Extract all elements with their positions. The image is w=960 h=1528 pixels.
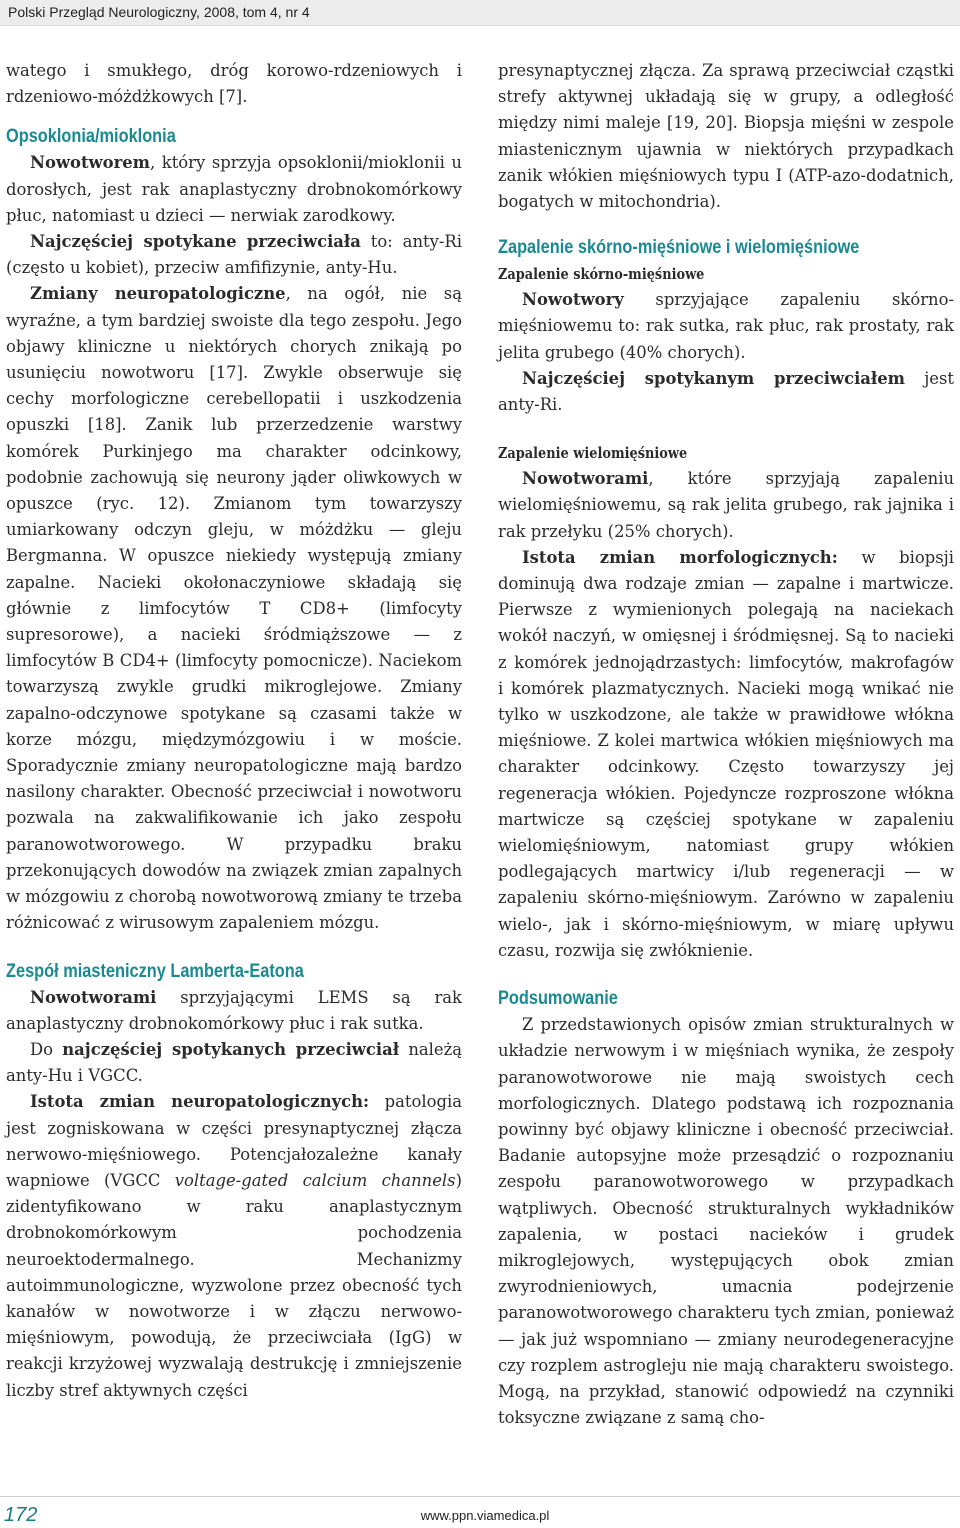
paragraph: Nowotworami sprzyjającymi LEMS są rak anaplastyczny drobnokomórkowy płuc i rak sutka. (6, 987, 462, 1033)
continued-paragraph: watego i smukłego, dróg korowo-rdzeniowych i rdzeniowo-móżdżkowych [7]. (6, 61, 462, 107)
paragraph: Nowotworem, który sprzyja opsoklonii/mioklonii u dorosłych, jest rak anaplastyczny drobnokomórkowy płuc, natomiast u dzieci — nerwiak zarodkowy. (6, 153, 462, 225)
paragraph: Zmiany neuropatologiczne, na ogół, nie są wyraźne, a tym bardziej swoiste dla tego zespołu. Jego objawy kliniczne u niektórych chorych znikają po usunięciu nowotworu [17]. Zwykle obserwuje się cechy morfologiczne cerebellopatii i uszkodzenia opuszki [18]. Zanik lub przerzedzenie warstwy komórek Purkinjego ma charakter odcinkowy, podobnie zachowują się neurony jąder oliwkowych w opuszce (ryc. 12). Zmianom tym towarzyszy umiarkowany odczyn gleju, w móżdżku — gleju Bergmanna. W opuszce niekiedy występują zmiany zapalne. Nacieki okołonaczyniowe składają się głównie z limfocytów T CD8+ (limfocyty supresorowe), a nacieki śródmiąższowe — z limfocytów B CD4+ (limfocyty pomocnicze). Naciekom towarzyszą zwykle grudki mikroglejowe. Zmiany zapalno-odczynowe spotykane są czasami także w korze mózgu, międzymózgowiu i w moście. Sporadycznie zmiany neuropatologiczne mają bardzo nasilony charakter. Obecność przeciwciał i nowotworu pozwala na zakwalifikowanie ich jako zespołu paranowotworowego. W przypadku braku przekonujących dowodów na związek zmian zapalnych w mózgowiu z chorobą nowotworową zmiany te trzeba różnicować z wirusowym zapaleniem mózgu. (6, 284, 462, 933)
page-number: 172 (4, 1504, 38, 1526)
paragraph: Do najczęściej spotykanych przeciwciał należą anty-Hu i VGCC. (6, 1039, 462, 1086)
footer-url: www.ppn.viamedica.pl (420, 1508, 550, 1523)
paragraph: Najczęściej spotykanym przeciwciałem jest anty-Ri. (498, 368, 954, 415)
section-heading-opsoklonia: Opsoklonia/mioklonia (6, 126, 176, 148)
right-column (498, 58, 954, 1431)
paragraph: Nowotworami, które sprzyjają zapaleniu wielomięśniowemu, są rak jelita grubego, rak jajnika i rak przełyku (25% chorych). (498, 469, 954, 541)
section-heading-podsumowanie: Podsumowanie (498, 988, 618, 1010)
paragraph: Istota zmian neuropatologicznych: patologia jest zogniskowana w części presynaptycznej złącza nerwowo-mięśniowego. Potencjałozależne kanały wapniowe (VGCC voltage-gated calcium channels) zidentyfikowano w raku anaplastycznym drobnokomórkowym pochodzenia neuroektodermalnego. Mechanizmy autoimmunologiczne, wyzwolone przez obecność tych kanałów w nowotworze i w złączu nerwowo-mięśniowym, powodują, że przeciwciała (IgG) w reakcji krzyżowej wyzwalają destrukcję i zmniejszenie liczby stref aktywnych części (6, 1092, 463, 1400)
paragraph: Nowotwory sprzyjające zapaleniu skórno-mięśniowemu to: rak sutka, rak płuc, rak prostaty, rak jelita grubego (40% chorych). (498, 290, 954, 362)
footer-divider (0, 1496, 960, 1497)
section-heading-lems: Zespół miasteniczny Lamberta-Eatona (6, 960, 304, 982)
paragraph: Z przedstawionych opisów zmian strukturalnych w układzie nerwowym i w mięśniach wynika, że zespoły paranowotworowe nie mają swoistych cech morfologicznych. Dlatego podstawą ich rozpoznania powinny być objawy kliniczne i obecność przeciwciał. Badanie autopsyjne może przesądzić o rozpoznaniu zespołu paranowotworowego w przypadkach wątpliwych. Obecność strukturalnych wykładników zapalenia, w postaci nacieków i grudek mikroglejowych, występujących obok zmian zwyrodnieniowych, umacnia podejrzenie paranowotworowego charakteru tych zmian, ponieważ — jak już wspomniano — zmiany neurodegeneracyjne czy rozplem astrogleju nie mają charakteru swoistego. Mogą, na przykład, stanowić odpowiedź na czynniki toksyczne związane z samą cho- (498, 1015, 954, 1428)
subheading-wielomiesniowe: Zapalenie wielomięśniowe (498, 444, 688, 463)
paragraph: Najczęściej spotykane przeciwciała to: anty-Ri (często u kobiet), przeciw amfifizynie, anty-Hu. (6, 232, 462, 278)
continued-paragraph: presynaptycznej złącza. Za sprawą przeciwciał cząstki strefy aktywnej układają się w grupy, a odległość między nimi maleje [19, 20]. Biopsja mięśni w zespole miastenicznym ujawnia w niektórych przypadkach zanik włókien mięśniowych typu I (ATP-azo-dodatnich, bogatych w mitochondria). (498, 61, 954, 212)
subheading-skorno-miesniowe: Zapalenie skórno-mięśniowe (498, 265, 705, 284)
journal-citation: Polski Przegląd Neurologiczny, 2008, tom 4, nr 4 (8, 4, 310, 20)
left-column (6, 58, 462, 1404)
paragraph: Istota zmian morfologicznych: w biopsji dominują dwa rodzaje zmian — zapalne i martwicze. Pierwsze z wymienionych polegają na naciekach wokół naczyń, w omięsnej i śródmięsnej. Są to nacieki z komórek jednojądrzastych: limfocytów, makrofagów i komórek plazmatycznych. Nacieki mogą wnikać nie tylko w uszkodzone, ale także w prawidłowe włókna mięśniowe. Z kolei martwica włókien mięśniowych ma charakter odcinkowy. Często towarzyszy jej regeneracja włókien. Pojedyncze rozproszone włókna martwicze są częściej spotykane w zapaleniu wielomięśniowym, natomiast grupy włókien podlegających martwicy i/lub regeneracji — w zapaleniu skórno-mięśniowym. Zarówno w zapaleniu wielo-, jak i skórno-mięśniowym, w miarę upływu czasu, rozwija się zwłóknienie. (498, 547, 954, 960)
running-header (0, 0, 960, 26)
section-heading-zapalenie: Zapalenie skórno-mięśniowe i wielomięśniowe (498, 237, 860, 259)
